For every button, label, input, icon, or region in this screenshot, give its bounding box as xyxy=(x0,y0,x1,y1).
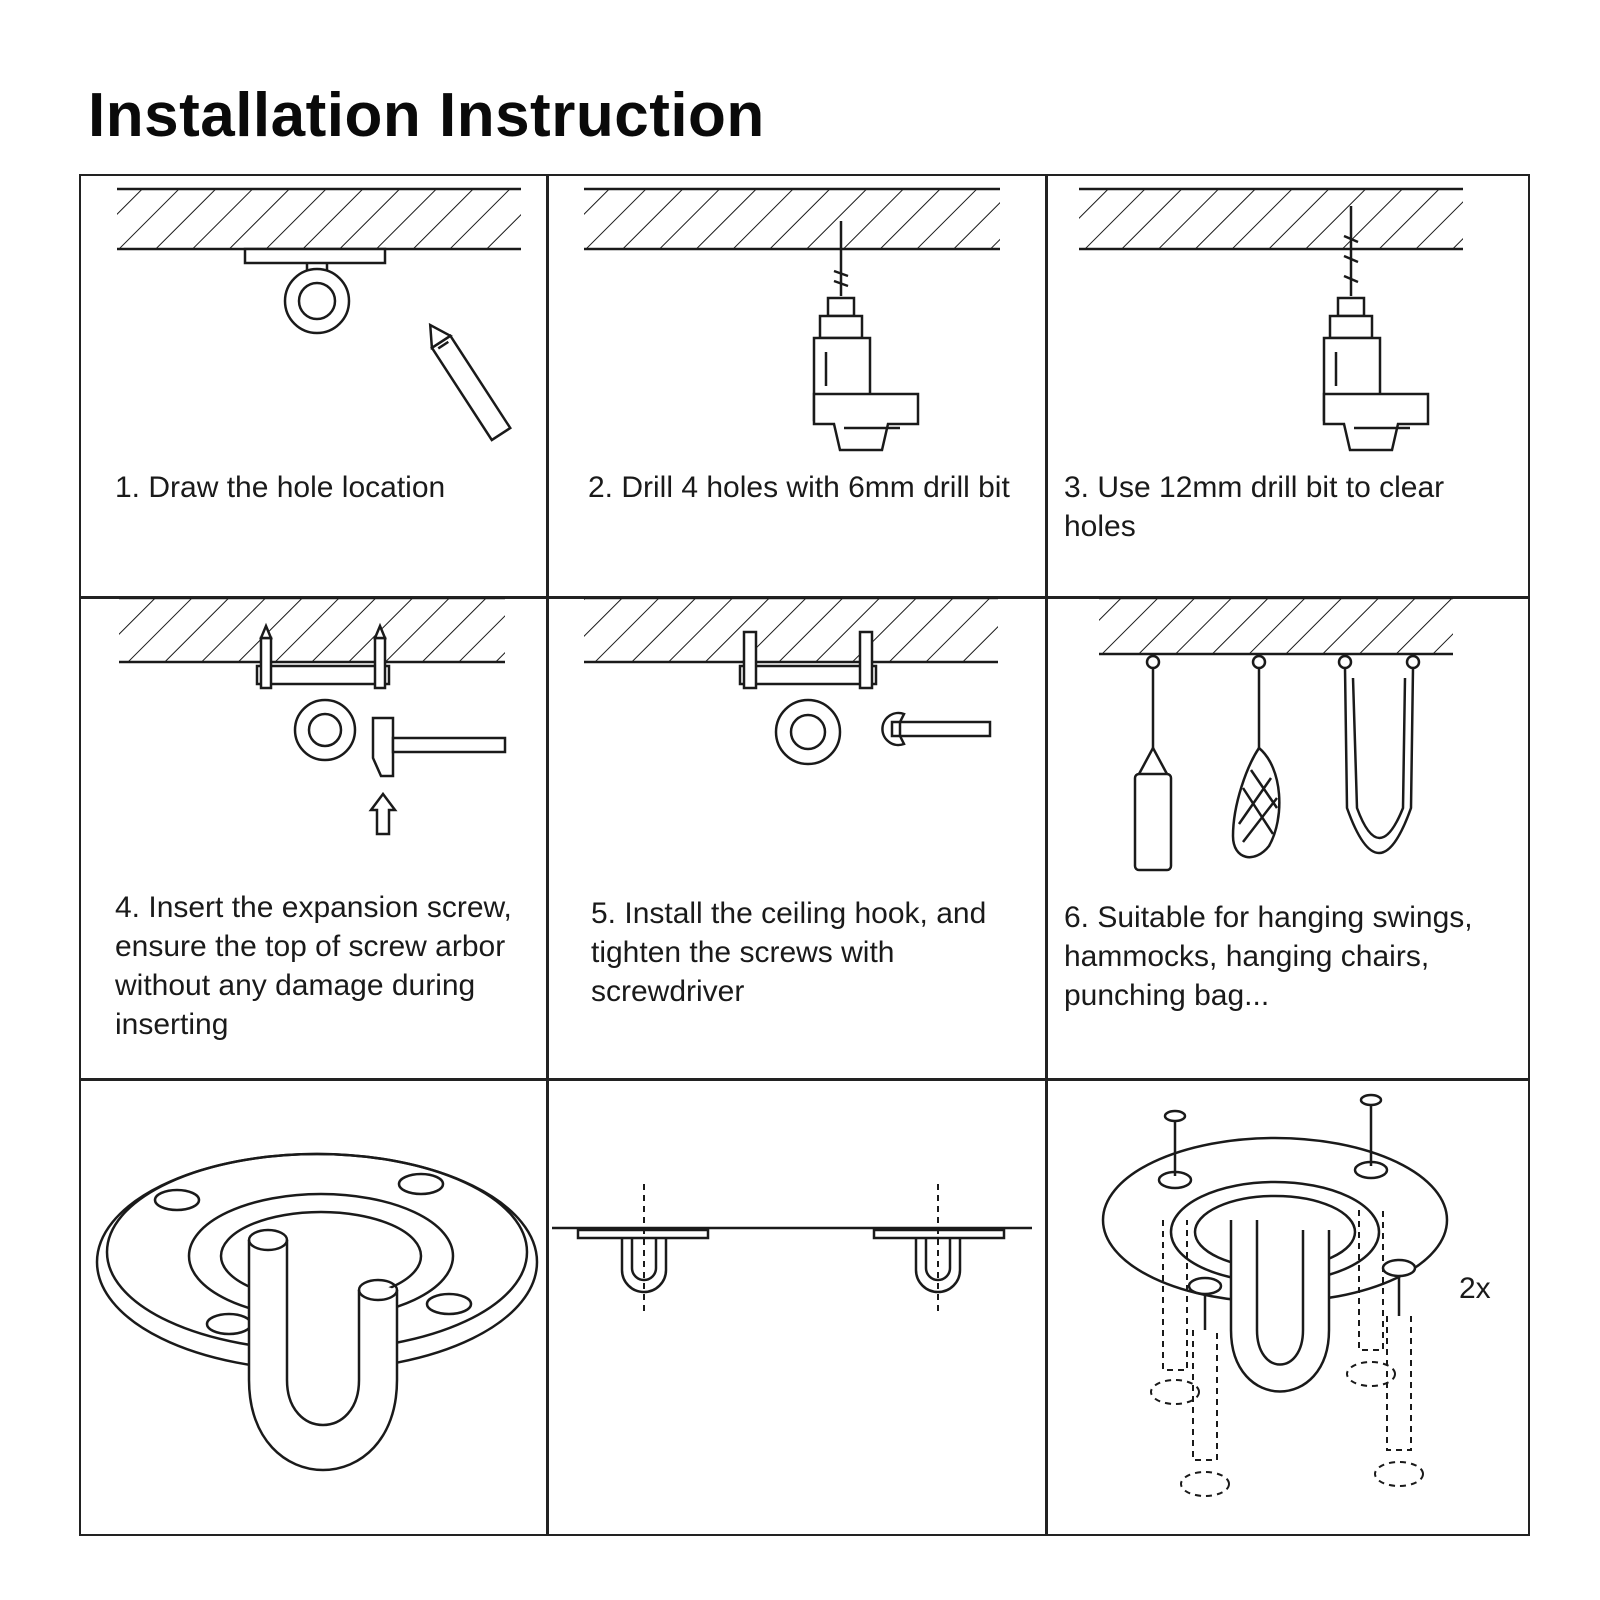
screws-quantity-label: 2x xyxy=(1459,1272,1491,1305)
step-5-illustration xyxy=(548,598,1045,898)
side-view-panel xyxy=(548,1080,1045,1536)
step-1-panel xyxy=(81,176,546,596)
instruction-grid xyxy=(79,174,1530,1536)
step-4-caption: 4. Insert the expansion screw, ensure the top of screw arbor without any damage during inserting xyxy=(115,891,512,1041)
swing-icon xyxy=(1339,656,1419,853)
screws-panel xyxy=(1047,1080,1530,1536)
ceiling-hatch-icon xyxy=(584,598,998,662)
ceiling-hatch-icon xyxy=(117,189,521,249)
screw-icon xyxy=(1181,1294,1229,1496)
eye-hook-icon xyxy=(245,249,385,333)
step-5-caption: 5. Install the ceiling hook, and tighten the screws with screwdriver xyxy=(591,897,987,1008)
hanging-chair-icon xyxy=(1233,656,1279,857)
page-title: Installation Instruction xyxy=(88,81,765,150)
screw-assembly-illustration xyxy=(1047,1080,1530,1536)
step-6-caption: 6. Suitable for hanging swings, hammocks, hanging chairs, punching bag... xyxy=(1064,901,1473,1012)
step-2-caption: 2. Drill 4 holes with 6mm drill bit xyxy=(588,471,1010,504)
step-1-illustration xyxy=(81,176,546,476)
step-4-panel xyxy=(81,598,546,1078)
step-3-panel xyxy=(1047,176,1530,596)
ceiling-hatch-icon xyxy=(584,189,1000,249)
eye-hook-icon xyxy=(578,1184,708,1312)
eye-hook-icon xyxy=(874,1184,1004,1312)
ceiling-mount-plate-icon xyxy=(81,1080,546,1536)
ceiling-hatch-icon xyxy=(1099,598,1453,654)
wrench-icon xyxy=(882,713,990,745)
punching-bag-icon xyxy=(1135,656,1171,870)
step-5-panel xyxy=(548,598,1045,1078)
step-2-panel xyxy=(548,176,1045,596)
step-1-caption: 1. Draw the hole location xyxy=(115,471,446,504)
product-view-panel xyxy=(81,1080,546,1536)
hammer-icon xyxy=(373,718,505,776)
step-3-illustration xyxy=(1047,176,1530,476)
pencil-icon xyxy=(421,319,510,440)
step-4-illustration xyxy=(81,598,546,898)
ceiling-hatch-icon xyxy=(119,598,505,662)
step-2-illustration xyxy=(548,176,1045,476)
ceiling-hatch-icon xyxy=(1079,189,1463,249)
step-6-illustration xyxy=(1047,598,1530,898)
drill-icon xyxy=(814,221,918,450)
side-view-illustration xyxy=(548,1080,1045,1536)
step-3-caption: 3. Use 12mm drill bit to clear holes xyxy=(1064,471,1445,543)
screw-icon xyxy=(1375,1276,1423,1486)
arrow-up-icon xyxy=(371,794,395,834)
step-6-panel xyxy=(1047,598,1530,1078)
